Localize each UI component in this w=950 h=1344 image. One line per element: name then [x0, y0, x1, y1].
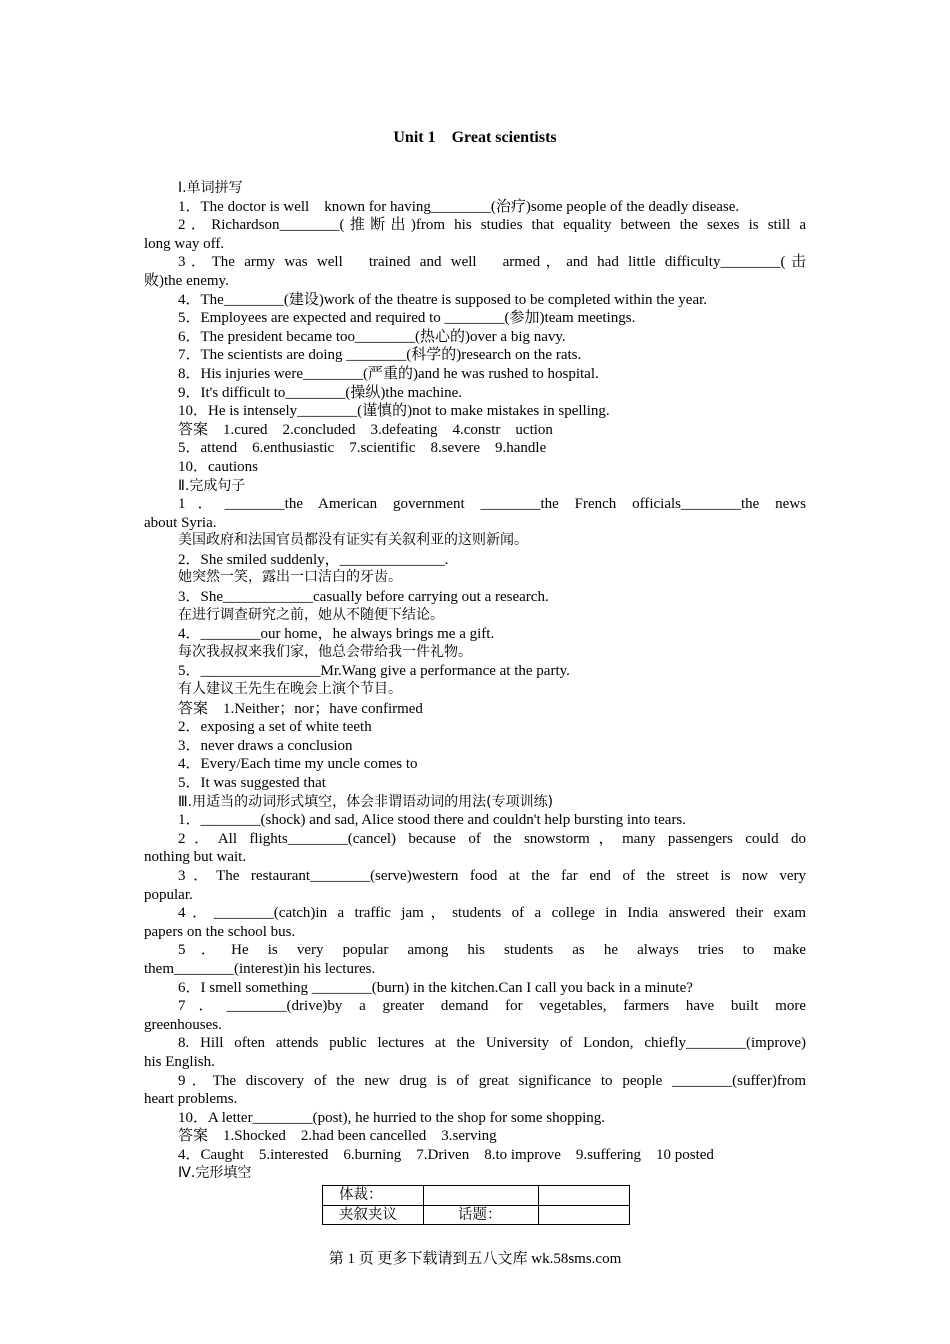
translation-line: 美国政府和法国官员都没有证实有关叙利亚的这则新闻。	[178, 533, 528, 549]
answer-line: 2．exposing a set of white teeth	[178, 719, 372, 736]
cloze-info-table	[322, 1185, 630, 1225]
exercise-line: 5．Employees are expected and required to ________(参加)team meetings.	[178, 310, 636, 327]
exercise-line: 8. Hill often attends public lectures at the University of London, chiefly________(improve)	[178, 1035, 806, 1052]
exercise-line: 5．________________Mr.Wang give a performance at the party.	[178, 663, 570, 680]
answer-line: 10．cautions	[178, 458, 258, 475]
exercise-line: 4．________(catch)in a traffic jam，students of a college in India answered their exam	[178, 905, 806, 922]
exercise-line: 10．A letter________(post), he hurried to the shop for some shopping.	[178, 1109, 606, 1126]
exercise-line: 7．________(drive)by a greater demand for vegetables, farmers have built more	[178, 998, 806, 1015]
exercise-line: 1．________(shock) and sad, Alice stood there and couldn't help bursting into tears.	[178, 812, 687, 829]
exercise-line: long way off.	[144, 235, 225, 252]
table-row	[323, 1205, 630, 1225]
exercise-line: 7．The scientists are doing ________(科学的)research on the rats.	[178, 347, 582, 364]
exercise-line: 1．________the American government ________the French officials________the news	[178, 496, 806, 513]
answer-line: 答案 1.cured 2.concluded 3.defeating 4.constr uction	[178, 421, 553, 438]
exercise-line: 9．It's difficult to________(操纵)the machine.	[178, 384, 463, 401]
exercise-line: 1．The doctor is well known for having________(治疗)some people of the deadly disease.	[178, 198, 740, 215]
exercise-line: 4．________our home，he always brings me a gift.	[178, 626, 495, 643]
answer-line: 3．never draws a conclusion	[178, 737, 353, 754]
table-row	[323, 1186, 630, 1206]
section-heading: Ⅱ.完成句子	[178, 477, 246, 494]
exercise-line: them________(interest)in his lectures.	[144, 960, 376, 977]
section-heading: Ⅳ.完形填空	[178, 1165, 252, 1182]
exercise-line: 败)the enemy.	[144, 272, 229, 289]
exercise-line: 2．Richardson________(推断出)from his studies that equality between the sexes is still a	[178, 217, 806, 234]
document-body	[144, 179, 806, 1225]
exercise-line: 2．All flights________(cancel) because of the snowstorm，many passengers could do	[178, 830, 806, 847]
exercise-line: nothing but wait.	[144, 849, 247, 866]
exercise-line: 2．She smiled suddenly，______________.	[178, 551, 449, 568]
table-cell: 话题：	[424, 1205, 539, 1225]
exercise-line: 8．His injuries were________(严重的)and he was rushed to hospital.	[178, 365, 599, 382]
exercise-line: heart problems.	[144, 1091, 238, 1108]
section-heading: Ⅲ.用适当的动词形式填空，体会非谓语动词的用法(专项训练)	[178, 793, 554, 810]
exercise-line: greenhouses.	[144, 1016, 222, 1033]
exercise-line: 3．She____________casually before carrying out a research.	[178, 589, 549, 606]
translation-line: 有人建议王先生在晚会上演个节目。	[178, 682, 402, 698]
exercise-line: 3．The restaurant________(serve)western food at the far end of the street is now very	[178, 867, 806, 884]
exercise-line: 10．He is intensely________(谨慎的)not to make mistakes in spelling.	[178, 403, 610, 420]
answer-line: 4．Caught 5.interested 6.burning 7.Driven 8.to improve 9.suffering 10 posted	[178, 1146, 714, 1163]
table-cell: 夹叙夹议	[323, 1205, 424, 1225]
translation-line: 在进行调查研究之前，她从不随便下结论。	[178, 607, 444, 623]
answer-line: 5．It was suggested that	[178, 775, 326, 791]
exercise-line: 4．The________(建设)work of the theatre is supposed to be completed within the year.	[178, 291, 708, 308]
exercise-line: 6．The president became too________(热心的)over a big navy.	[178, 328, 566, 345]
answer-line: 答案 1.Shocked 2.had been cancelled 3.serving	[178, 1128, 497, 1145]
table-cell	[539, 1186, 630, 1206]
table-cell: 体裁：	[323, 1186, 424, 1206]
exercise-line: 5．He is very popular among his students as he always tries to make	[178, 942, 806, 959]
exercise-line: about Syria.	[144, 514, 217, 531]
translation-line: 她突然一笑，露出一口洁白的牙齿。	[178, 570, 402, 586]
table-cell	[424, 1186, 539, 1206]
table-cell	[539, 1205, 630, 1225]
answer-line: 4．Every/Each time my uncle comes to	[178, 756, 418, 773]
answer-line: 答案 1.Neither；nor；have confirmed	[178, 700, 423, 717]
translation-line: 每次我叔叔来我们家，他总会带给我一件礼物。	[178, 644, 472, 660]
exercise-line: 3．The army was well trained and well armed，and had little difficulty________(击	[178, 254, 806, 271]
exercise-line: 6．I smell something ________(burn) in the kitchen.Can I call you back in a minute?	[178, 979, 693, 996]
exercise-line: popular.	[144, 886, 193, 903]
page-footer: 第 1 页 更多下载请到五八文库 wk.58sms.com	[328, 1251, 622, 1267]
exercise-line: 9．The discovery of the new drug is of great significance to people ________(suffer)from	[178, 1072, 806, 1089]
page-title: Unit 1 Great scientists	[393, 129, 557, 146]
section-heading: Ⅰ.单词拼写	[178, 180, 243, 196]
exercise-line: papers on the school bus.	[144, 923, 296, 940]
answer-line: 5．attend 6.enthusiastic 7.scientific 8.severe 9.handle	[178, 440, 547, 457]
exercise-line: his English.	[144, 1053, 215, 1070]
